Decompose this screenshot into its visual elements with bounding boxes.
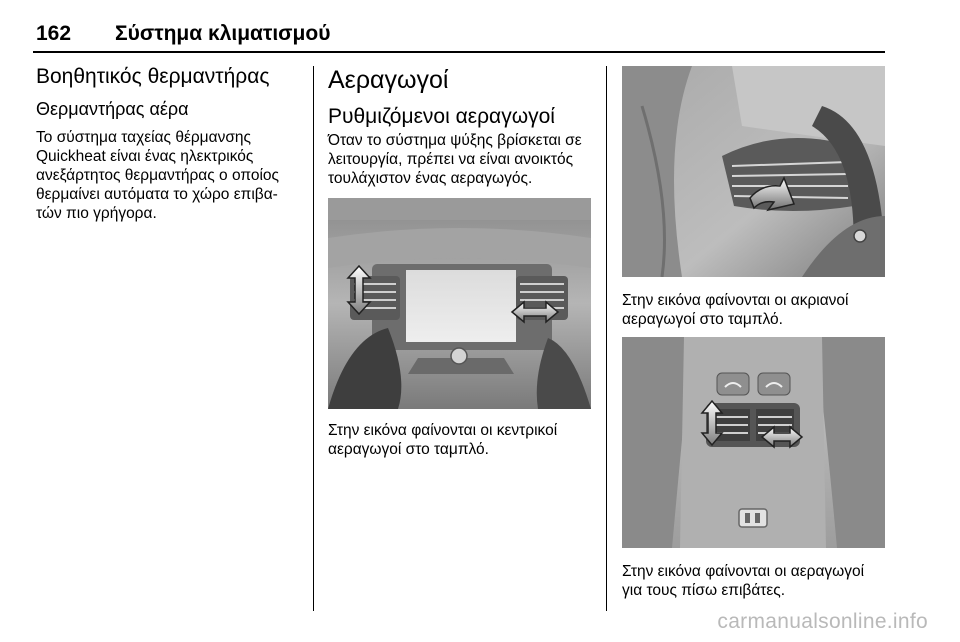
rear-vents-caption: Στην εικόνα φαίνονται οι αεραγωγοί για τους πίσω επιβάτες. bbox=[622, 563, 865, 599]
air-heater-paragraph: Το σύστημα ταχείας θέρμανσης Quickheat είναι ένας ηλεκτρικός ανεξάρτητος θερμαντήρας ο οποίος θερμαίνει αυτόματα το χώρο επιβα- τών πιο γρήγορα. bbox=[36, 129, 279, 222]
watermark: carmanualsonline.info bbox=[717, 610, 928, 633]
section-title-auxiliary-heater: Βοηθητικός θερμαντήρας bbox=[36, 65, 270, 88]
rear-vents-figure bbox=[622, 337, 885, 548]
adjustable-vents-intro: Όταν το σύστημα ψύξης βρίσκεται σε λειτουργία, πρέπει να είναι ανοικτός τουλάχιστον ένας αεραγωγός. bbox=[328, 132, 582, 187]
column-divider-left bbox=[313, 66, 314, 611]
central-vents-figure bbox=[328, 198, 591, 409]
subsection-title-adjustable-vents: Ρυθμιζόμενοι αεραγωγοί bbox=[328, 105, 555, 128]
subsection-title-air-heater: Θερμαντήρας αέρα bbox=[36, 99, 189, 119]
central-vents-caption: Στην εικόνα φαίνονται οι κεντρικοί αεραγωγοί στο ταμπλό. bbox=[328, 422, 558, 458]
outer-vents-caption: Στην εικόνα φαίνονται οι ακριανοί αεραγωγοί στο ταμπλό. bbox=[622, 292, 849, 328]
header-rule bbox=[33, 51, 885, 53]
chapter-title: Σύστημα κλιματισμού bbox=[115, 22, 331, 45]
column-divider-right bbox=[606, 66, 607, 611]
page-number: 162 bbox=[36, 22, 72, 45]
outer-vents-figure bbox=[622, 66, 885, 277]
section-title-air-vents: Αεραγωγοί bbox=[328, 66, 449, 94]
